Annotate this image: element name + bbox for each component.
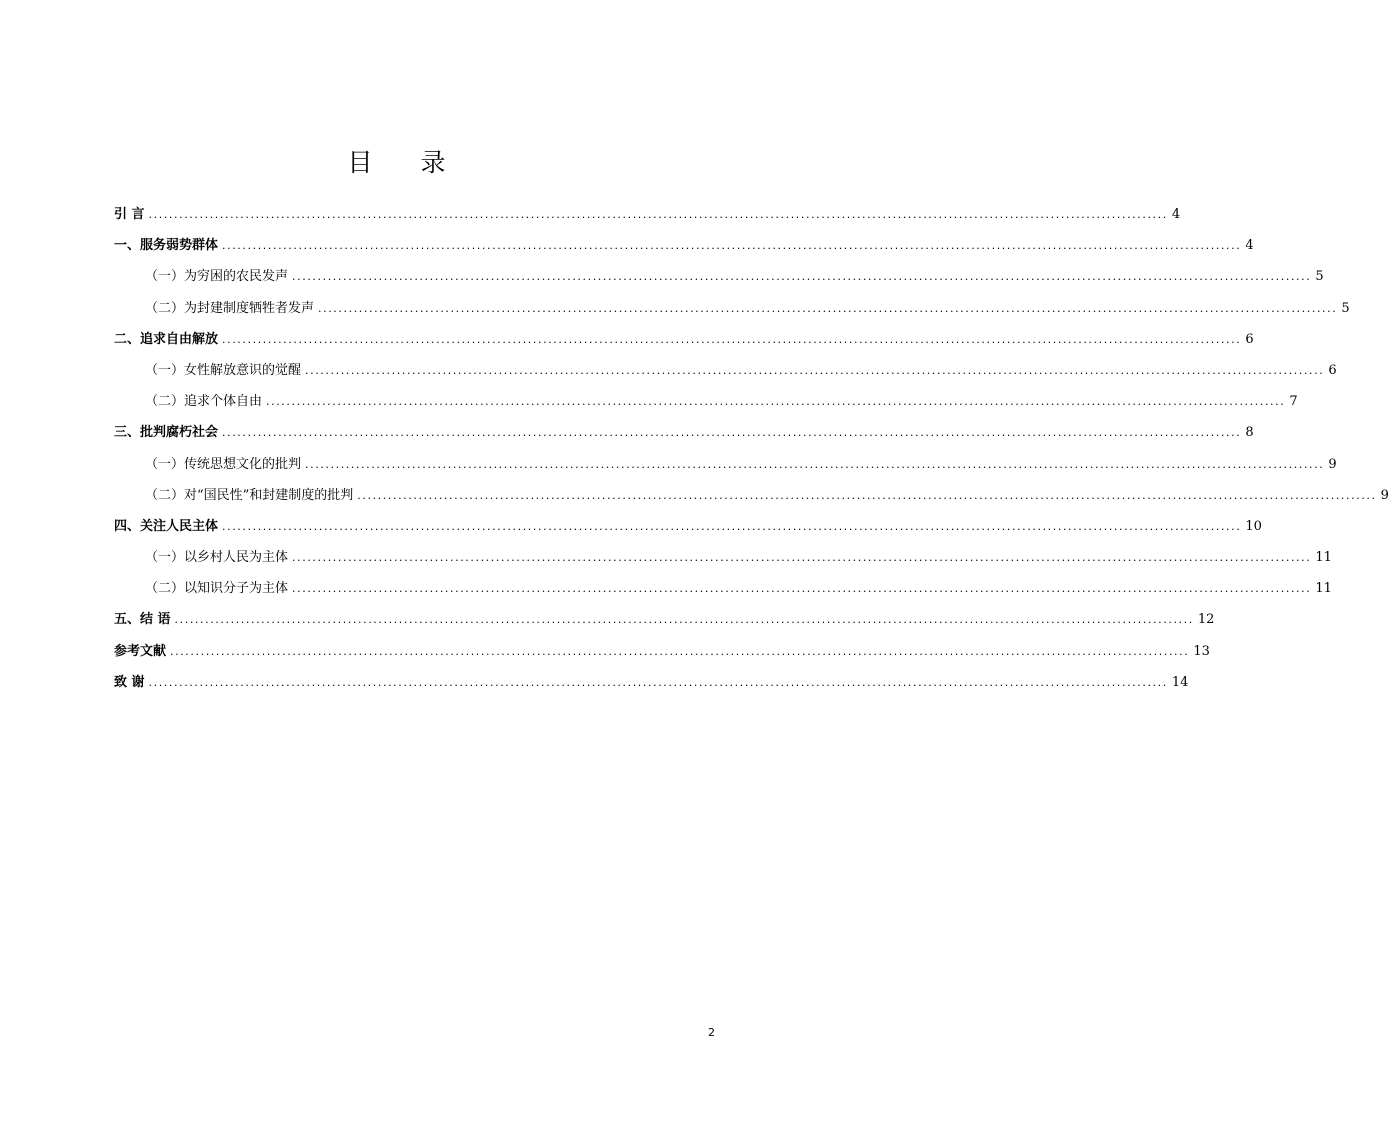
- toc-leader-dots: ........................................................................................................................................................................................................: [292, 551, 1312, 565]
- toc-entry-label: 二、追求自由解放: [114, 331, 219, 347]
- toc-leader-dots: ........................................................................................................................................................................................................: [170, 644, 1190, 658]
- toc-entry[interactable]: [114, 234, 1254, 265]
- toc-entry[interactable]: [114, 203, 1181, 234]
- toc-entry-page: 5: [1341, 300, 1350, 316]
- toc-entry-page: 8: [1245, 425, 1254, 441]
- toc-entry[interactable]: [114, 515, 1262, 546]
- toc-leader-dots: ........................................................................................................................................................................................................: [222, 426, 1242, 440]
- toc-entry[interactable]: [114, 297, 1350, 328]
- toc-entry-label: （一）为穷困的农民发声: [145, 269, 289, 285]
- toc-entry-page: 12: [1197, 612, 1215, 628]
- toc-entry[interactable]: [114, 421, 1254, 452]
- toc-entry[interactable]: [114, 484, 1389, 515]
- toc-entry-page: 11: [1315, 581, 1332, 597]
- toc-leader-dots: ........................................................................................................................................................................................................: [148, 675, 1168, 689]
- toc-leader-dots: ........................................................................................................................................................................................................: [222, 239, 1242, 253]
- toc-entry-label: 五、结 语: [114, 612, 171, 628]
- toc-entry-label: （一）传统思想文化的批判: [145, 456, 302, 472]
- toc-leader-dots: ........................................................................................................................................................................................................: [222, 519, 1242, 533]
- page-number: 2: [708, 1026, 715, 1039]
- toc-entry[interactable]: [114, 640, 1210, 671]
- toc-entry-label: 引 言: [114, 207, 145, 222]
- toc-entry-page: 10: [1245, 518, 1262, 534]
- toc-entry-page: 6: [1245, 331, 1254, 347]
- toc-entry-label: （二）追求个体自由: [145, 394, 263, 410]
- toc-leader-dots: ........................................................................................................................................................................................................: [148, 208, 1168, 221]
- toc-entry[interactable]: [114, 608, 1215, 639]
- toc-entry-page: 5: [1315, 269, 1324, 285]
- toc-leader-dots: ........................................................................................................................................................................................................: [357, 488, 1377, 502]
- toc-entry-label: （一）女性解放意识的觉醒: [145, 362, 302, 378]
- toc-entry-page: 4: [1245, 238, 1254, 254]
- toc-entry[interactable]: [114, 453, 1337, 484]
- toc-leader-dots: ........................................................................................................................................................................................................: [174, 613, 1194, 627]
- toc-entry-label: 三、批判腐朽社会: [114, 425, 219, 441]
- toc-leader-dots: ........................................................................................................................................................................................................: [305, 363, 1325, 377]
- toc-entry-label: （二）对“国民性”和封建制度的批判: [145, 487, 354, 503]
- toc-entry-page: 4: [1171, 207, 1181, 222]
- toc-leader-dots: ........................................................................................................................................................................................................: [292, 270, 1312, 284]
- toc-entry-page: 11: [1315, 550, 1332, 566]
- toc-entry-label: 致 谢: [114, 674, 145, 690]
- toc-entry[interactable]: [114, 546, 1332, 577]
- toc-entry-page: 6: [1328, 362, 1337, 378]
- page-title: 目 录: [347, 148, 466, 177]
- toc-leader-dots: ........................................................................................................................................................................................................: [318, 301, 1338, 315]
- toc-leader-dots: ........................................................................................................................................................................................................: [292, 582, 1312, 596]
- toc-entry-label: 一、服务弱势群体: [114, 238, 219, 254]
- toc-entry-page: 13: [1193, 643, 1210, 659]
- toc-entry[interactable]: [114, 577, 1332, 608]
- toc-entry-page: 9: [1328, 456, 1337, 472]
- toc-leader-dots: ........................................................................................................................................................................................................: [266, 395, 1286, 409]
- toc-entry-label: （二）为封建制度牺牲者发声: [145, 300, 315, 316]
- toc-leader-dots: ........................................................................................................................................................................................................: [305, 457, 1325, 471]
- toc-entry[interactable]: [114, 328, 1254, 359]
- toc-entry-label: 参考文献: [114, 643, 167, 659]
- toc-entry[interactable]: [114, 359, 1337, 390]
- toc-entry-label: 四、关注人民主体: [114, 518, 219, 534]
- toc-entry-page: 7: [1289, 394, 1298, 410]
- toc-entry[interactable]: [114, 265, 1324, 296]
- toc-entry-label: （一）以乡村人民为主体: [145, 550, 289, 566]
- toc-entry-page: 14: [1171, 674, 1189, 690]
- toc-entry[interactable]: [114, 671, 1189, 702]
- toc-entry[interactable]: [114, 390, 1298, 421]
- toc-entry-label: （二）以知识分子为主体: [145, 581, 289, 597]
- table-of-contents: [114, 203, 1389, 702]
- toc-leader-dots: ........................................................................................................................................................................................................: [222, 332, 1242, 346]
- toc-entry-page: 9: [1380, 487, 1389, 503]
